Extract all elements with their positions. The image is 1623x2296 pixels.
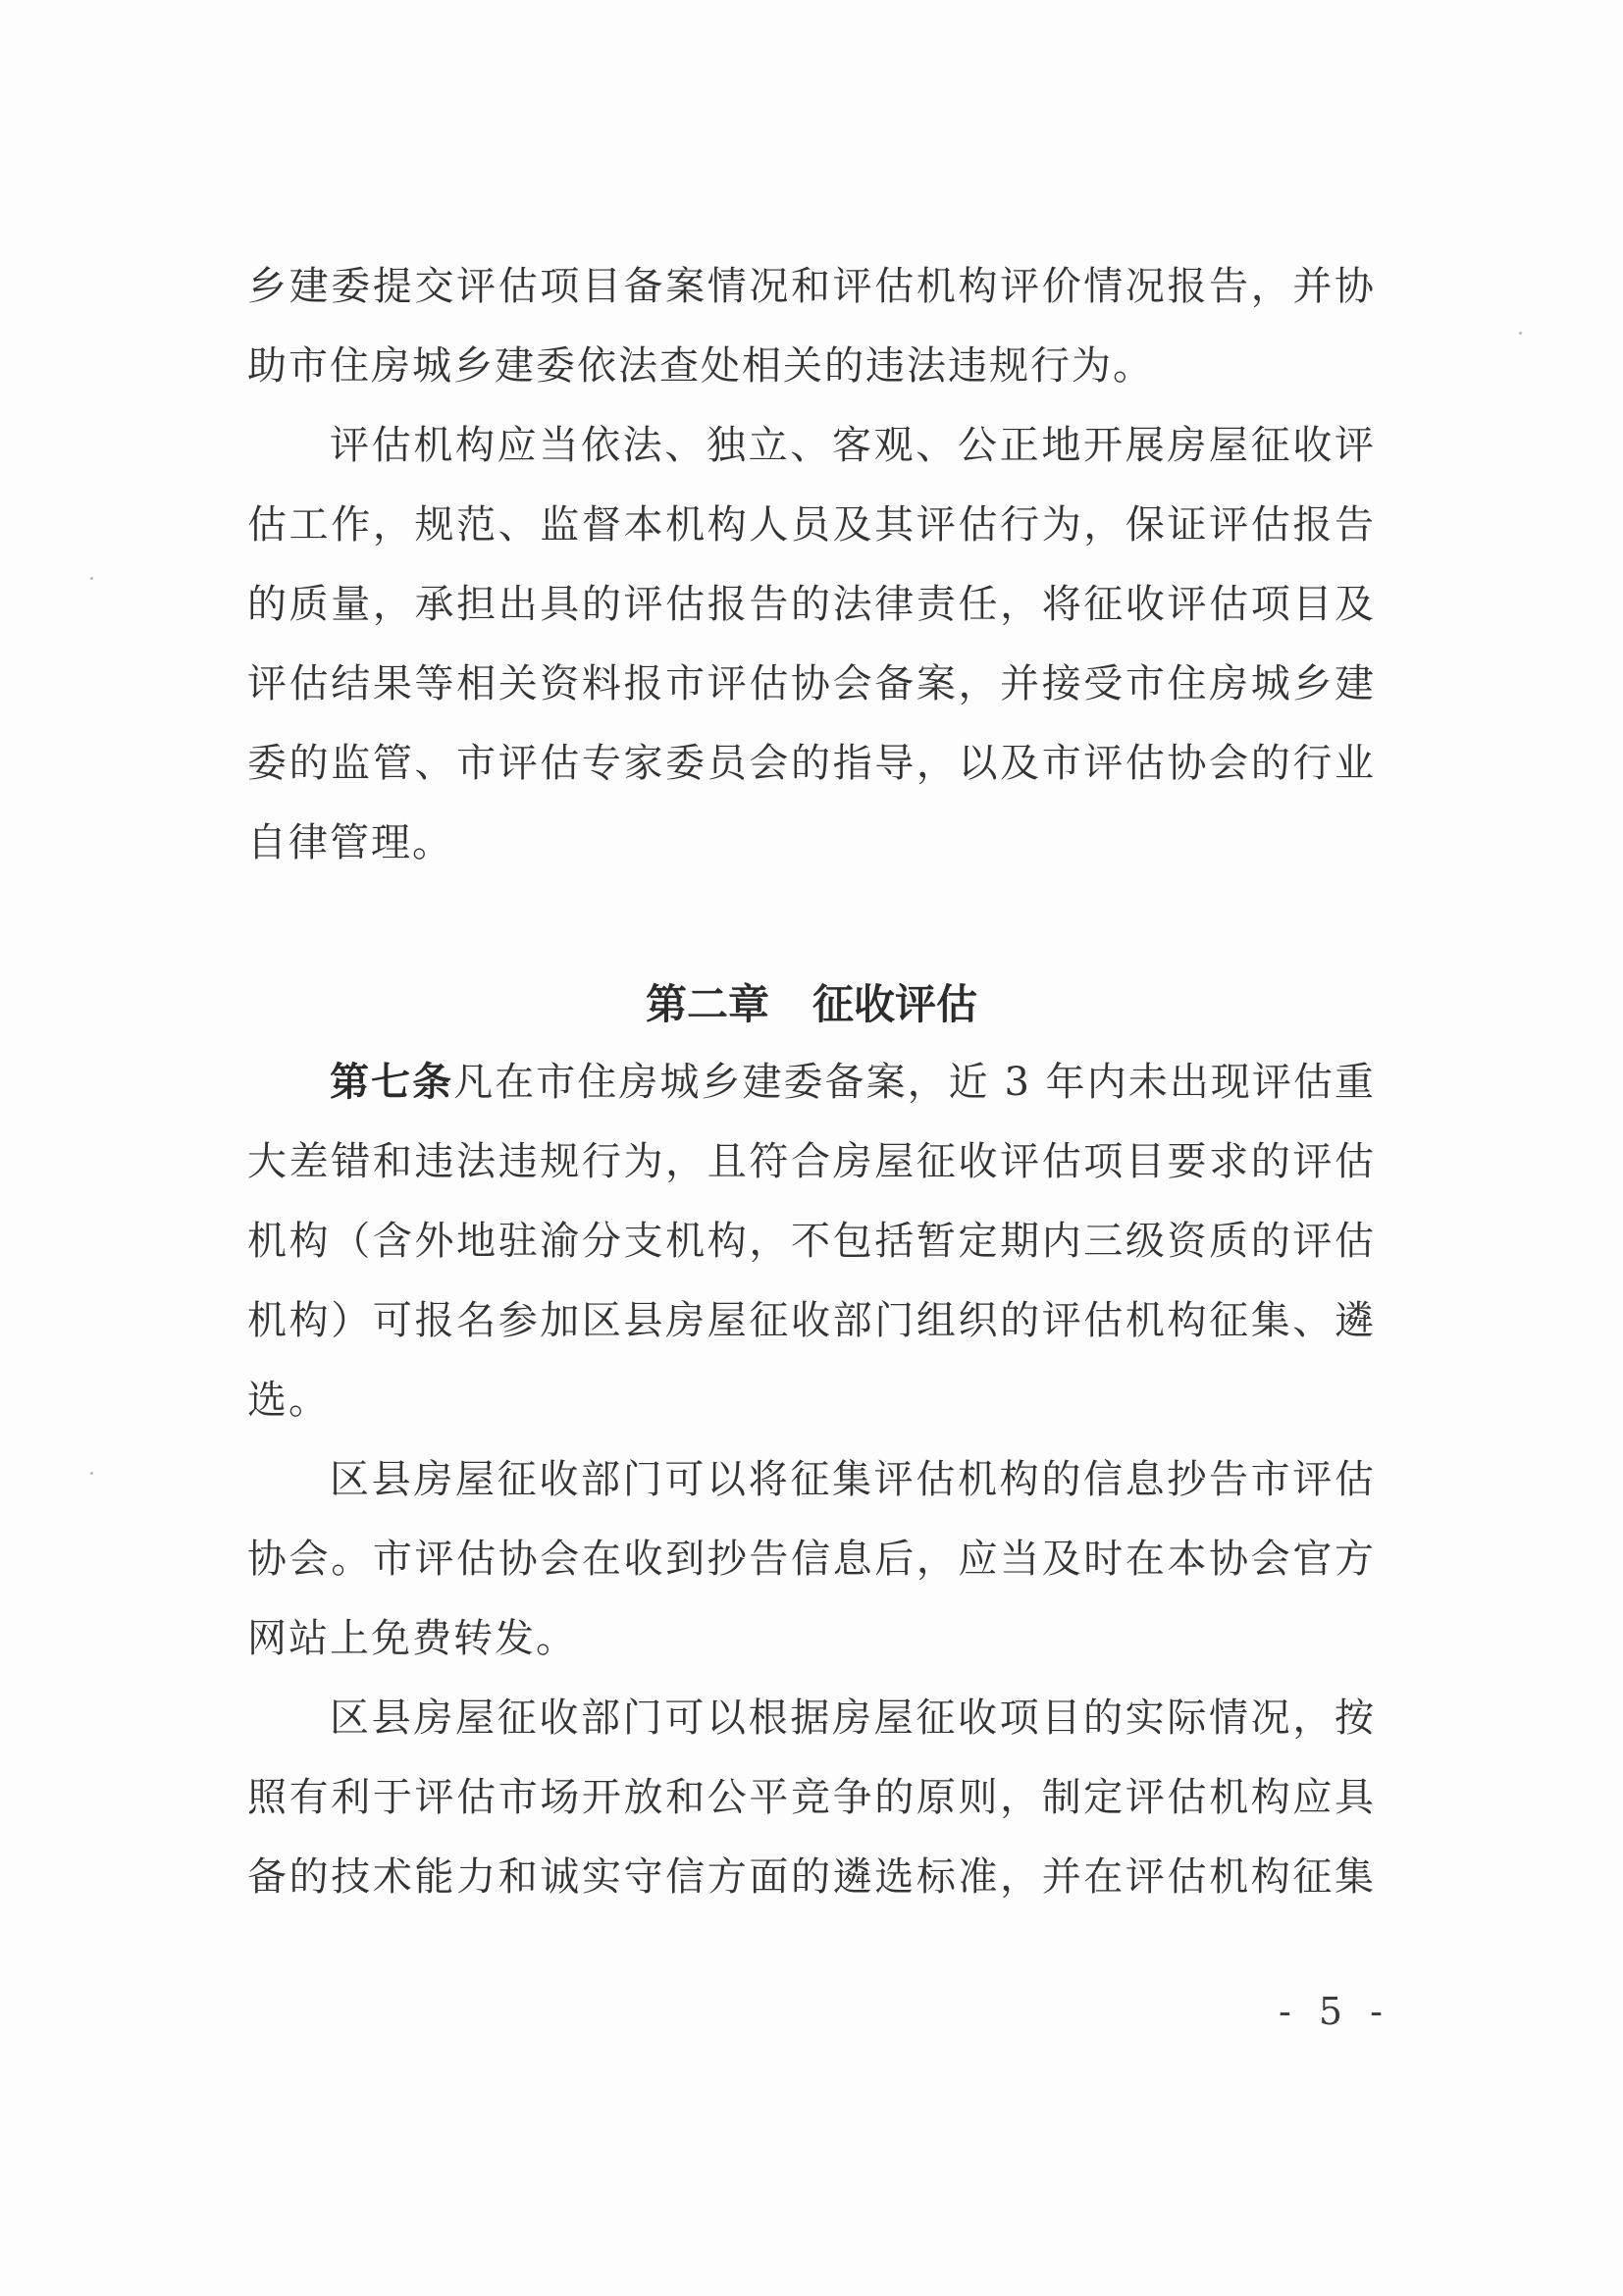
body-text-line: 机构）可报名参加区县房屋征收部门组织的评估机构征集、遴 [247,1298,1376,1343]
body-text-line: 估工作，规范、监督本机构人员及其评估行为，保证评估报告 [247,502,1376,548]
chapter-heading [0,980,1623,1028]
body-text-line: 的质量，承担出具的评估报告的法律责任，将征收评估项目及 [247,582,1376,627]
scan-speck [90,1472,93,1475]
body-text-line: 评估结果等相关资料报市评估协会备案，并接受市住房城乡建 [247,661,1376,706]
body-text-line: 大差错和违法违规行为，且符合房屋征收评估项目要求的评估 [247,1139,1376,1184]
body-text-line: 网站上免费转发。 [247,1616,577,1661]
page-number: - 5 - [1278,1990,1390,2033]
article-first-line [330,1060,1376,1106]
body-text-line: 自律管理。 [247,820,453,865]
body-text-line: 助市住房城乡建委依法查处相关的违法违规行为。 [247,343,1154,389]
chapter-number: 第二章 [645,980,769,1028]
article-label: 第七条 [330,1060,454,1105]
body-text-line: 照有利于评估市场开放和公平竞争的原则，制定评估机构应具 [247,1775,1376,1820]
body-text-line: 评估机构应当依法、独立、客观、公正地开展房屋征收评 [330,423,1376,468]
body-text-line: 选。 [247,1378,330,1423]
body-text-line: 委的监管、市评估专家委员会的指导，以及市评估协会的行业 [247,741,1376,786]
body-text-line: 协会。市评估协会在收到抄告信息后，应当及时在本协会官方 [247,1537,1376,1582]
body-text-line: 备的技术能力和诚实守信方面的遴选标准，并在评估机构征集 [247,1854,1376,1900]
article-text: 凡在市住房城乡建委备案，近 3 年内未出现评估重 [453,1060,1376,1105]
body-text-line: 区县房屋征收部门可以根据房屋征收项目的实际情况，按 [330,1696,1376,1741]
body-text-line: 乡建委提交评估项目备案情况和评估机构评价情况报告，并协 [247,264,1376,309]
chapter-title: 征收评估 [812,980,978,1028]
body-text-line: 区县房屋征收部门可以将征集评估机构的信息抄告市评估 [330,1457,1376,1502]
scan-speck [1519,332,1522,335]
body-text-line: 机构（含外地驻渝分支机构，不包括暂定期内三级资质的评估 [247,1219,1376,1264]
scan-speck [90,577,93,580]
